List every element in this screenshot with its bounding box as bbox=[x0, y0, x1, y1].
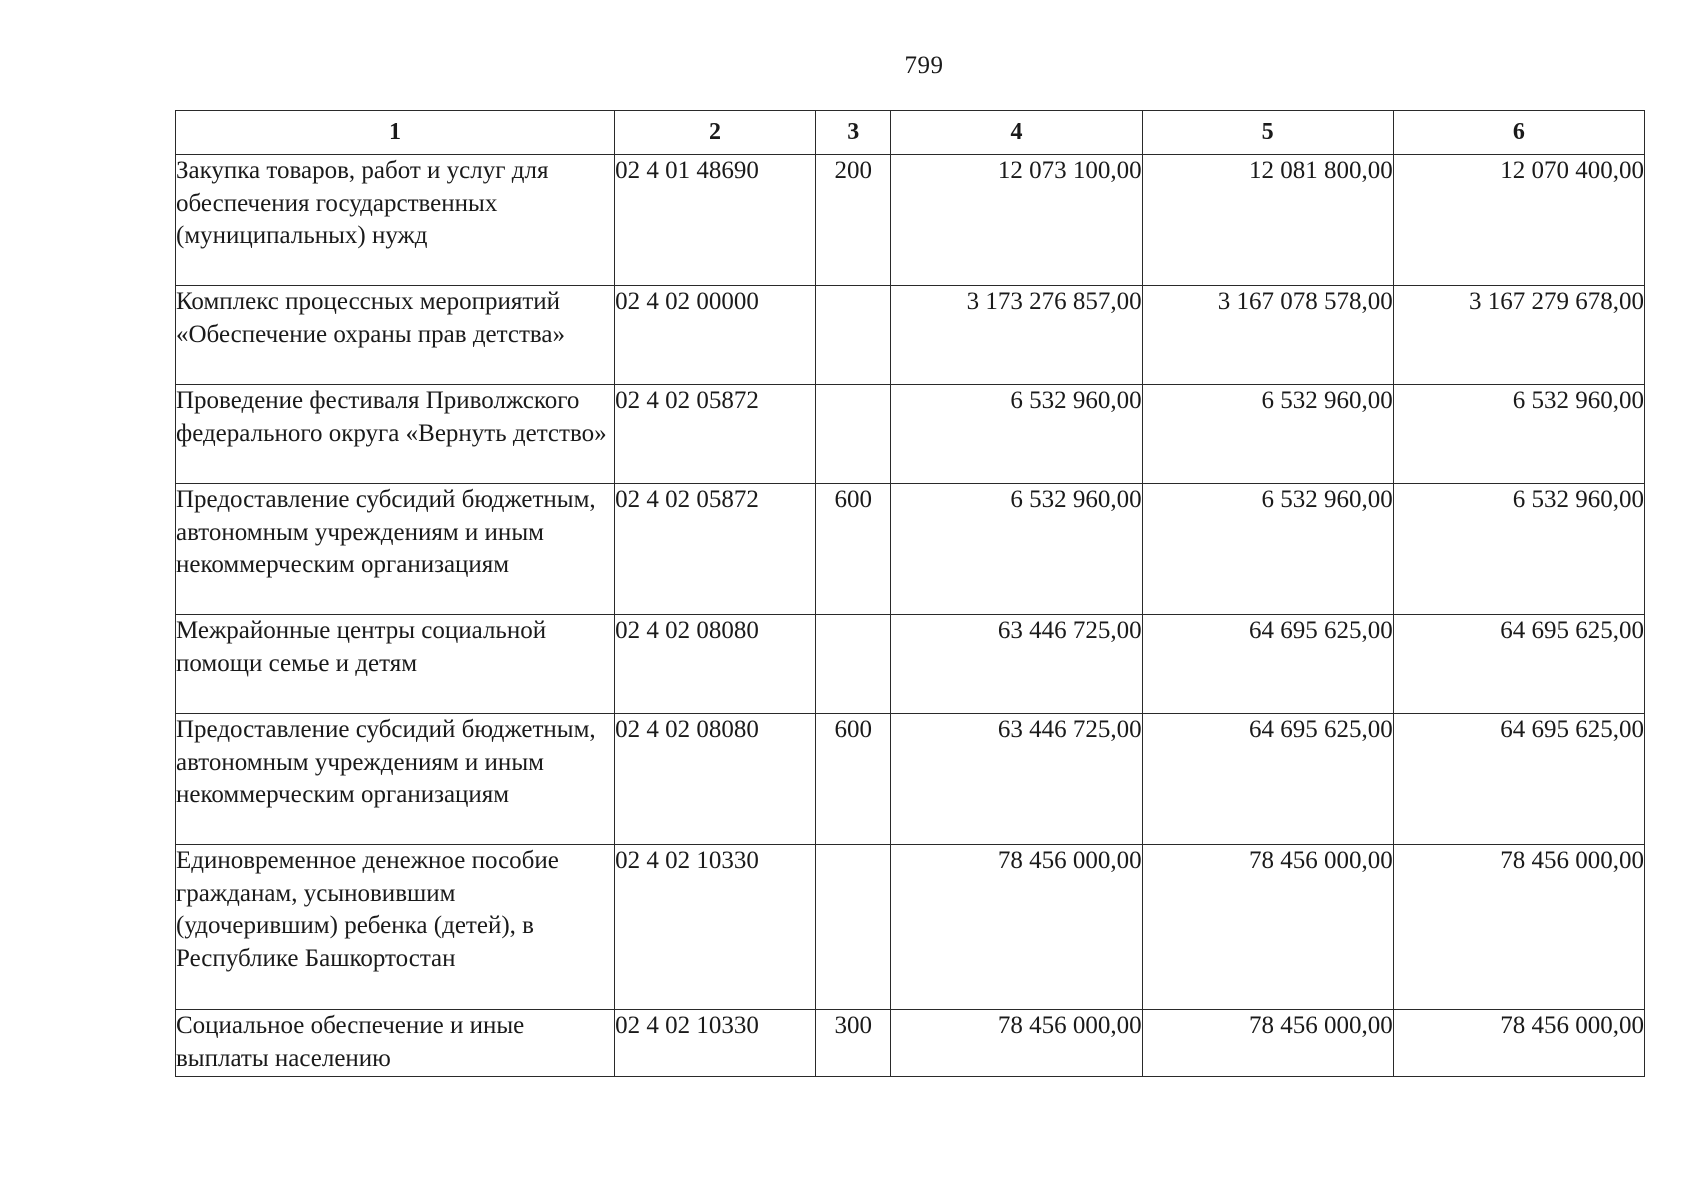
row-amount-4: 3 173 276 857,00 bbox=[891, 286, 1142, 385]
column-header-1: 1 bbox=[176, 111, 615, 155]
row-expense-type bbox=[816, 845, 891, 1010]
column-header-3: 3 bbox=[816, 111, 891, 155]
row-code: 02 4 02 05872 bbox=[615, 484, 816, 615]
row-amount-5: 12 081 800,00 bbox=[1142, 155, 1393, 286]
row-expense-type: 600 bbox=[816, 484, 891, 615]
row-amount-6: 6 532 960,00 bbox=[1393, 385, 1644, 484]
row-code: 02 4 02 05872 bbox=[615, 385, 816, 484]
row-amount-6: 64 695 625,00 bbox=[1393, 714, 1644, 845]
row-amount-6: 78 456 000,00 bbox=[1393, 845, 1644, 1010]
table-row bbox=[176, 714, 1645, 845]
budget-table bbox=[175, 110, 1645, 1077]
row-amount-5: 6 532 960,00 bbox=[1142, 484, 1393, 615]
table-row bbox=[176, 1010, 1645, 1077]
row-amount-5: 6 532 960,00 bbox=[1142, 385, 1393, 484]
row-amount-5: 78 456 000,00 bbox=[1142, 845, 1393, 1010]
row-name: Комплекс процессных мероприятий «Обеспечение охраны прав детства» bbox=[176, 286, 615, 385]
table-row bbox=[176, 484, 1645, 615]
header-row bbox=[176, 111, 1645, 155]
row-amount-6: 12 070 400,00 bbox=[1393, 155, 1644, 286]
row-expense-type bbox=[816, 286, 891, 385]
row-amount-6: 3 167 279 678,00 bbox=[1393, 286, 1644, 385]
row-amount-4: 78 456 000,00 bbox=[891, 845, 1142, 1010]
row-expense-type: 600 bbox=[816, 714, 891, 845]
row-amount-5: 3 167 078 578,00 bbox=[1142, 286, 1393, 385]
row-expense-type bbox=[816, 615, 891, 714]
table-row bbox=[176, 155, 1645, 286]
row-code: 02 4 02 10330 bbox=[615, 1010, 816, 1077]
row-name: Предоставление субсидий бюджетным, автономным учреждениям и иным некоммерческим организациям bbox=[176, 484, 615, 615]
row-code: 02 4 01 48690 bbox=[615, 155, 816, 286]
table-row bbox=[176, 615, 1645, 714]
page-number: 799 bbox=[904, 52, 944, 79]
table-row bbox=[176, 845, 1645, 1010]
row-code: 02 4 02 08080 bbox=[615, 615, 816, 714]
column-header-6: 6 bbox=[1393, 111, 1644, 155]
row-expense-type: 200 bbox=[816, 155, 891, 286]
row-expense-type: 300 bbox=[816, 1010, 891, 1077]
row-amount-4: 6 532 960,00 bbox=[891, 484, 1142, 615]
row-amount-5: 64 695 625,00 bbox=[1142, 714, 1393, 845]
row-amount-6: 78 456 000,00 bbox=[1393, 1010, 1644, 1077]
column-header-2: 2 bbox=[615, 111, 816, 155]
table-row bbox=[176, 286, 1645, 385]
row-amount-4: 63 446 725,00 bbox=[891, 714, 1142, 845]
column-header-4: 4 bbox=[891, 111, 1142, 155]
row-amount-4: 6 532 960,00 bbox=[891, 385, 1142, 484]
row-amount-5: 64 695 625,00 bbox=[1142, 615, 1393, 714]
row-code: 02 4 02 10330 bbox=[615, 845, 816, 1010]
row-name: Проведение фестиваля Приволжского федерального округа «Вернуть детство» bbox=[176, 385, 615, 484]
row-amount-4: 12 073 100,00 bbox=[891, 155, 1142, 286]
table-row bbox=[176, 385, 1645, 484]
row-name: Закупка товаров, работ и услуг для обеспечения государственных (муниципальных) нужд bbox=[176, 155, 615, 286]
row-expense-type bbox=[816, 385, 891, 484]
row-amount-4: 78 456 000,00 bbox=[891, 1010, 1142, 1077]
row-name: Социальное обеспечение и иные выплаты населению bbox=[176, 1010, 615, 1077]
column-header-5: 5 bbox=[1142, 111, 1393, 155]
row-name: Межрайонные центры социальной помощи семье и детям bbox=[176, 615, 615, 714]
row-code: 02 4 02 00000 bbox=[615, 286, 816, 385]
row-amount-6: 64 695 625,00 bbox=[1393, 615, 1644, 714]
row-name: Предоставление субсидий бюджетным, автономным учреждениям и иным некоммерческим организациям bbox=[176, 714, 615, 845]
row-amount-4: 63 446 725,00 bbox=[891, 615, 1142, 714]
row-name: Единовременное денежное пособие гражданам, усыновившим (удочерившим) ребенка (детей), в Республике Башкортостан bbox=[176, 845, 615, 1010]
row-code: 02 4 02 08080 bbox=[615, 714, 816, 845]
row-amount-6: 6 532 960,00 bbox=[1393, 484, 1644, 615]
row-amount-5: 78 456 000,00 bbox=[1142, 1010, 1393, 1077]
